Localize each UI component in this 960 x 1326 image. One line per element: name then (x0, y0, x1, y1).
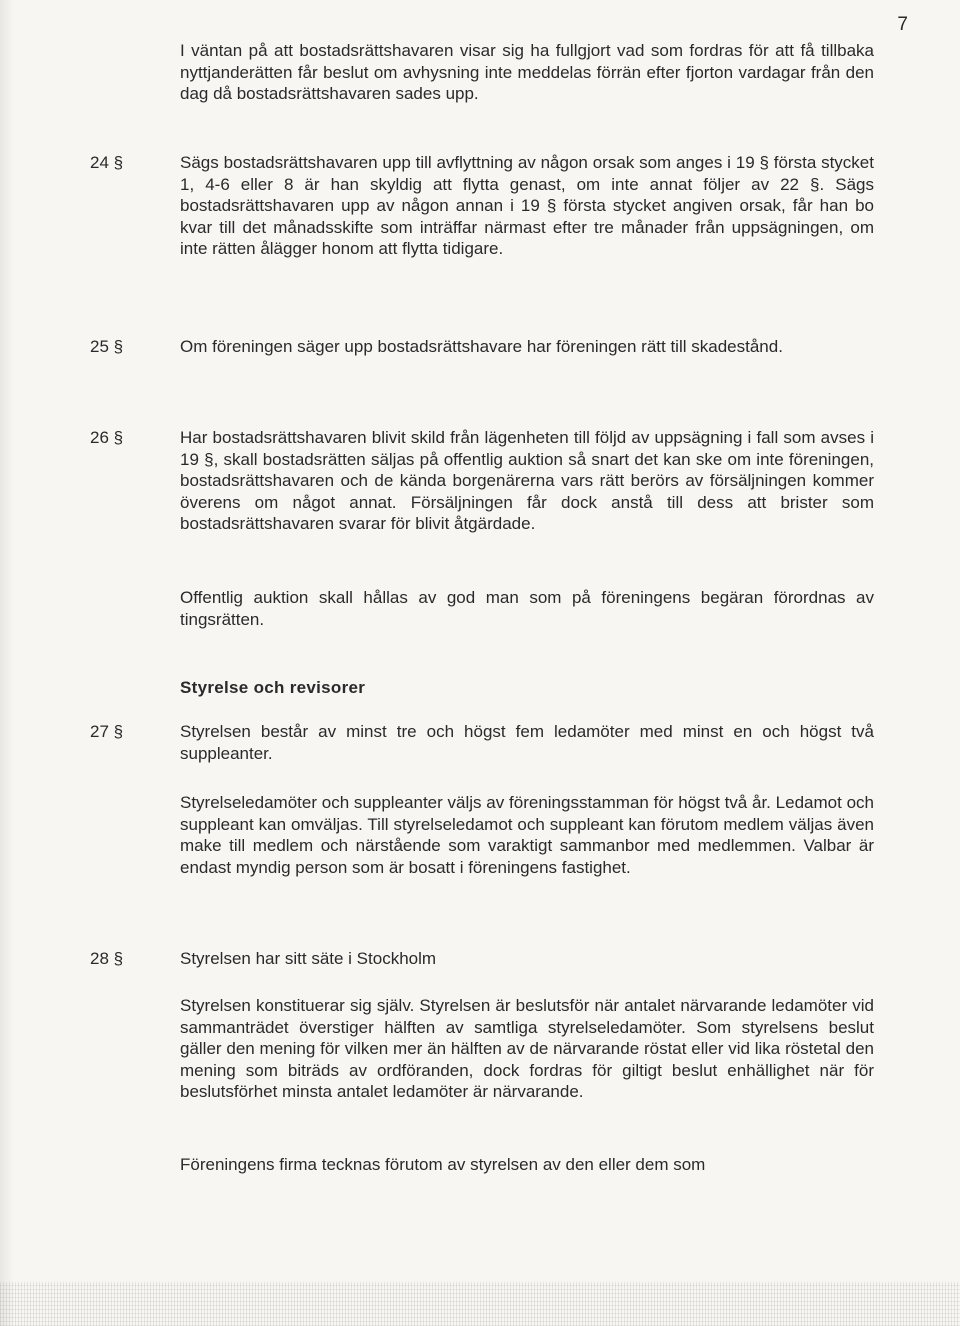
section-number-27: 27 § (90, 722, 124, 741)
scan-edge-shadow (0, 0, 14, 1326)
page-number: 7 (897, 14, 908, 35)
section-27-paragraph-1: Styrelsen består av minst tre och högst fem ledamöter med minst en och högst två suppleanter. (180, 722, 874, 763)
section-26-paragraph-2: Offentlig auktion skall hållas av god man som på föreningens begäran förordnas av tingsrätten. (180, 588, 874, 629)
section-26-paragraph-1: Har bostadsrättshavaren blivit skild från lägenheten till följd av uppsägning i fall som avses i 19 §, skall bostadsrätten säljas på offentlig auktion så snart det kan ske om inte föreningen, bostadsrättshavaren och de kända borgenärerna vars rätt berörs av försäljningen kommer överens om något annat. Försäljningen får dock anstå till dess att brister som bostadsrättshavaren svarar för blivit åtgärdade. (180, 428, 874, 533)
section-number-26: 26 § (90, 428, 124, 447)
scan-noise-strip (0, 1282, 960, 1326)
section-25-paragraph-1: Om föreningen säger upp bostadsrättshavare har föreningen rätt till skadestånd. (180, 337, 783, 356)
section-28-paragraph-3: Föreningens firma tecknas förutom av styrelsen av den eller dem som (180, 1155, 706, 1174)
section-27-paragraph-2: Styrelseledamöter och suppleanter väljs av föreningsstamman för högst två år. Ledamot och suppleant kan omväljas. Till styrelseledamot och suppleant kan förutom medlem väljas även make till medlem och närstående som varaktigt sammanbor med medlemmen. Valbar är endast myndig person som är bosatt i föreningens fastighet. (180, 793, 874, 877)
section-number-24: 24 § (90, 153, 124, 172)
section-heading: Styrelse och revisorer (180, 678, 366, 697)
intro-paragraph: I väntan på att bostadsrättshavaren visar sig ha fullgjort vad som fordras för att få tillbaka nyttjanderätten får beslut om avhysning inte meddelas förrän efter fjorton vardagar från den dag då bostadsrättshavaren sades upp. (180, 41, 874, 103)
section-28-paragraph-2: Styrelsen konstituerar sig själv. Styrelsen är beslutsför när antalet närvarande ledamöter vid sammanträdet överstiger hälften av samtliga styrelseledamöter. Som styrelsens beslut gäller den mening för vilken mer än hälften av de närvarande röstat eller vid lika röstetal den mening som biträds av ordföranden, dock fordras för giltigt beslut enhällighet när för beslutsförhet minsta antalet ledamöter är närvarande. (180, 996, 874, 1101)
section-28-paragraph-1: Styrelsen har sitt säte i Stockholm (180, 949, 437, 968)
section-24-paragraph-1: Sägs bostadsrättshavaren upp till avflyttning av någon orsak som anges i 19 § första stycket 1, 4-6 eller 8 är han skyldig att flytta genast, om inte annat följer av 22 §. Sägs bostadsrättshavaren upp av någon annan i 19 § första stycket angiven orsak, får han bo kvar till det månadsskifte som inträffar närmast efter tre månader från uppsägningen, om inte rätten ålägger honom att flytta tidigare. (180, 153, 874, 258)
section-number-28: 28 § (90, 949, 124, 968)
section-number-25: 25 § (90, 337, 124, 356)
